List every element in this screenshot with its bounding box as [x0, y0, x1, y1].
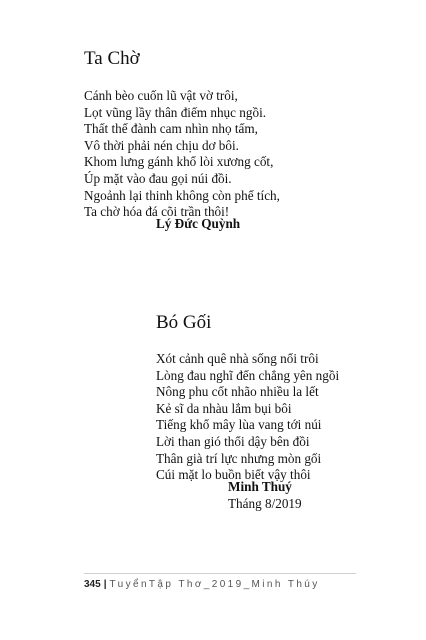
- footer-separator: |: [103, 579, 107, 590]
- poem-title: Ta Chờ: [84, 48, 140, 69]
- poem-line: Kẻ sĩ da nhàu lắm bụi bôi: [156, 400, 292, 416]
- poem-line: Thân già trí lực nhưng mòn gối: [156, 450, 322, 466]
- poem-line: Nông phu cốt nhão nhiều la lết: [156, 384, 319, 400]
- poem-line: Cúi mặt lo buồn biết vậy thôi: [156, 467, 311, 483]
- poem-line: Thất thế đành cam nhìn nhọ tấm,: [84, 121, 258, 137]
- poem-author: Lý Đức Quỳnh: [156, 216, 241, 231]
- poem-body: [156, 351, 339, 484]
- poem-title: Bó Gối: [156, 312, 212, 333]
- poem-line: Ta chờ hóa đá cõi trần thôi!: [84, 204, 230, 220]
- poem-line: Cánh bèo cuốn lũ vật vờ trôi,: [84, 88, 238, 103]
- poem-line: Úp mặt vào đau gọi núi đồi.: [84, 170, 232, 186]
- page-footer: [84, 573, 356, 591]
- poem-line: Xót cảnh quê nhà sống nổi trôi: [156, 351, 319, 366]
- poem-line: Lời than gió thổi dậy bên đồi: [156, 433, 310, 449]
- poem-line: Lòng đau nghĩ đến chẳng yên ngồi: [156, 367, 340, 383]
- poem-line: Ngoảnh lại thinh không còn phế tích,: [84, 187, 280, 203]
- poem-line: Tiếng khổ mây lùa vang tới núi: [156, 417, 322, 433]
- poem-author: Minh Thuý: [228, 479, 292, 494]
- book-title: TuyểnTập Thơ_2019_Minh Thúy: [109, 579, 320, 590]
- page-number: 345: [84, 579, 101, 590]
- poem-date: Tháng 8/2019: [228, 496, 302, 511]
- poem-body: [84, 88, 280, 221]
- poem-line: Vô thời phải nén chịu dơ bôi.: [84, 137, 239, 153]
- poem-line: Lọt vũng lầy thân điếm nhục ngồi.: [84, 104, 267, 120]
- poem-line: Khom lưng gánh khổ lòi xương cốt,: [84, 154, 274, 170]
